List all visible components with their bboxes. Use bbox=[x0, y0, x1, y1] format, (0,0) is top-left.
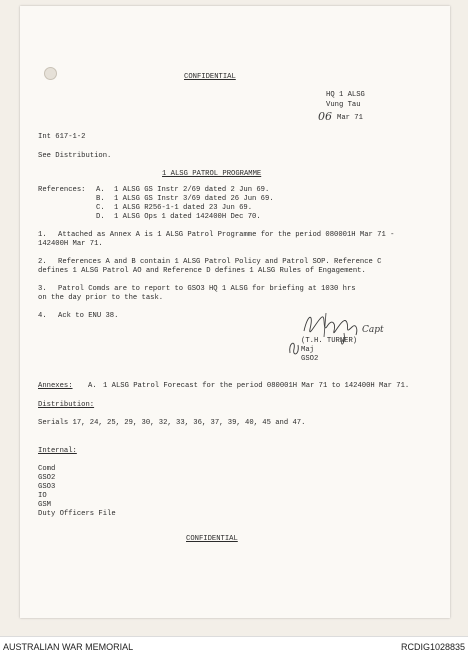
internal-item: Comd bbox=[38, 465, 56, 473]
paragraph-number: 2. bbox=[38, 258, 47, 266]
paragraph-line: Ack to ENU 38. bbox=[58, 312, 119, 320]
annex-letter: A. bbox=[88, 382, 97, 390]
distribution-label: Distribution: bbox=[38, 401, 95, 409]
signatory-name: (T.H. TURNER) bbox=[301, 337, 358, 345]
reference-letter: D. bbox=[96, 213, 105, 221]
archive-name: AUSTRALIAN WAR MEMORIAL bbox=[3, 642, 134, 652]
annexes-label: Annexes: bbox=[38, 382, 73, 390]
punch-hole bbox=[44, 67, 57, 80]
paragraph-number: 3. bbox=[38, 285, 47, 293]
reference-letter: B. bbox=[96, 195, 105, 203]
reference-text: 1 ALSG GS Instr 3/69 dated 26 Jun 69. bbox=[114, 195, 274, 203]
internal-label: Internal: bbox=[38, 447, 77, 455]
signatory-appointment: GSO2 bbox=[301, 355, 319, 363]
annex-text: 1 ALSG Patrol Forecast for the period 080001H Mar 71 to 142400H Mar 71. bbox=[103, 382, 410, 390]
reference-text: 1 ALSG R256-1-1 dated 23 Jun 69. bbox=[114, 204, 253, 212]
paragraph-number: 4. bbox=[38, 312, 47, 320]
classification-bottom: CONFIDENTIAL bbox=[186, 535, 238, 543]
internal-item: Duty Officers File bbox=[38, 510, 116, 518]
document-title: 1 ALSG PATROL PROGRAMME bbox=[162, 170, 262, 178]
distribution-serials: Serials 17, 24, 25, 29, 30, 32, 33, 36, 37, 39, 40, 45 and 47. bbox=[38, 419, 306, 427]
reference-text: 1 ALSG GS Instr 2/69 dated 2 Jun 69. bbox=[114, 186, 270, 194]
archive-record-id: RCDIG1028835 bbox=[400, 642, 465, 652]
signatory-rank: Maj bbox=[301, 346, 314, 354]
archive-footer bbox=[0, 636, 468, 655]
paragraph-line: Patrol Comds are to report to GSO3 HQ 1 ALSG for briefing at 1030 hrs bbox=[58, 285, 356, 293]
reference-text: 1 ALSG Ops 1 dated 142400H Dec 70. bbox=[114, 213, 261, 221]
internal-item: IO bbox=[38, 492, 47, 500]
paragraph-number: 1. bbox=[38, 231, 47, 239]
paragraph-line: Attached as Annex A is 1 ALSG Patrol Programme for the period 080001H Mar 71 - bbox=[58, 231, 395, 239]
classification-top: CONFIDENTIAL bbox=[184, 73, 236, 81]
see-distribution: See Distribution. bbox=[38, 152, 112, 160]
unit-heading: HQ 1 ALSG bbox=[326, 91, 365, 99]
paragraph-line: References A and B contain 1 ALSG Patrol Policy and Patrol SOP. Reference C bbox=[58, 258, 382, 266]
file-number: Int 617-1-2 bbox=[38, 133, 86, 141]
paragraph-line: 142400H Mar 71. bbox=[38, 240, 103, 248]
internal-item: GSO3 bbox=[38, 483, 56, 491]
location: Vung Tau bbox=[326, 101, 361, 109]
reference-letter: C. bbox=[96, 204, 105, 212]
paragraph-line: on the day prior to the task. bbox=[38, 294, 164, 302]
date-month-year: Mar 71 bbox=[337, 114, 363, 122]
references-label: References: bbox=[38, 186, 86, 194]
internal-item: GSM bbox=[38, 501, 51, 509]
internal-item: GSO2 bbox=[38, 474, 56, 482]
reference-letter: A. bbox=[96, 186, 105, 194]
paragraph-line: defines 1 ALSG Patrol AO and Reference D defines 1 ALSG Rules of Engagement. bbox=[38, 267, 366, 275]
date-day-handwritten: 06 bbox=[318, 110, 332, 123]
handwritten-rank: Capt bbox=[362, 325, 384, 335]
